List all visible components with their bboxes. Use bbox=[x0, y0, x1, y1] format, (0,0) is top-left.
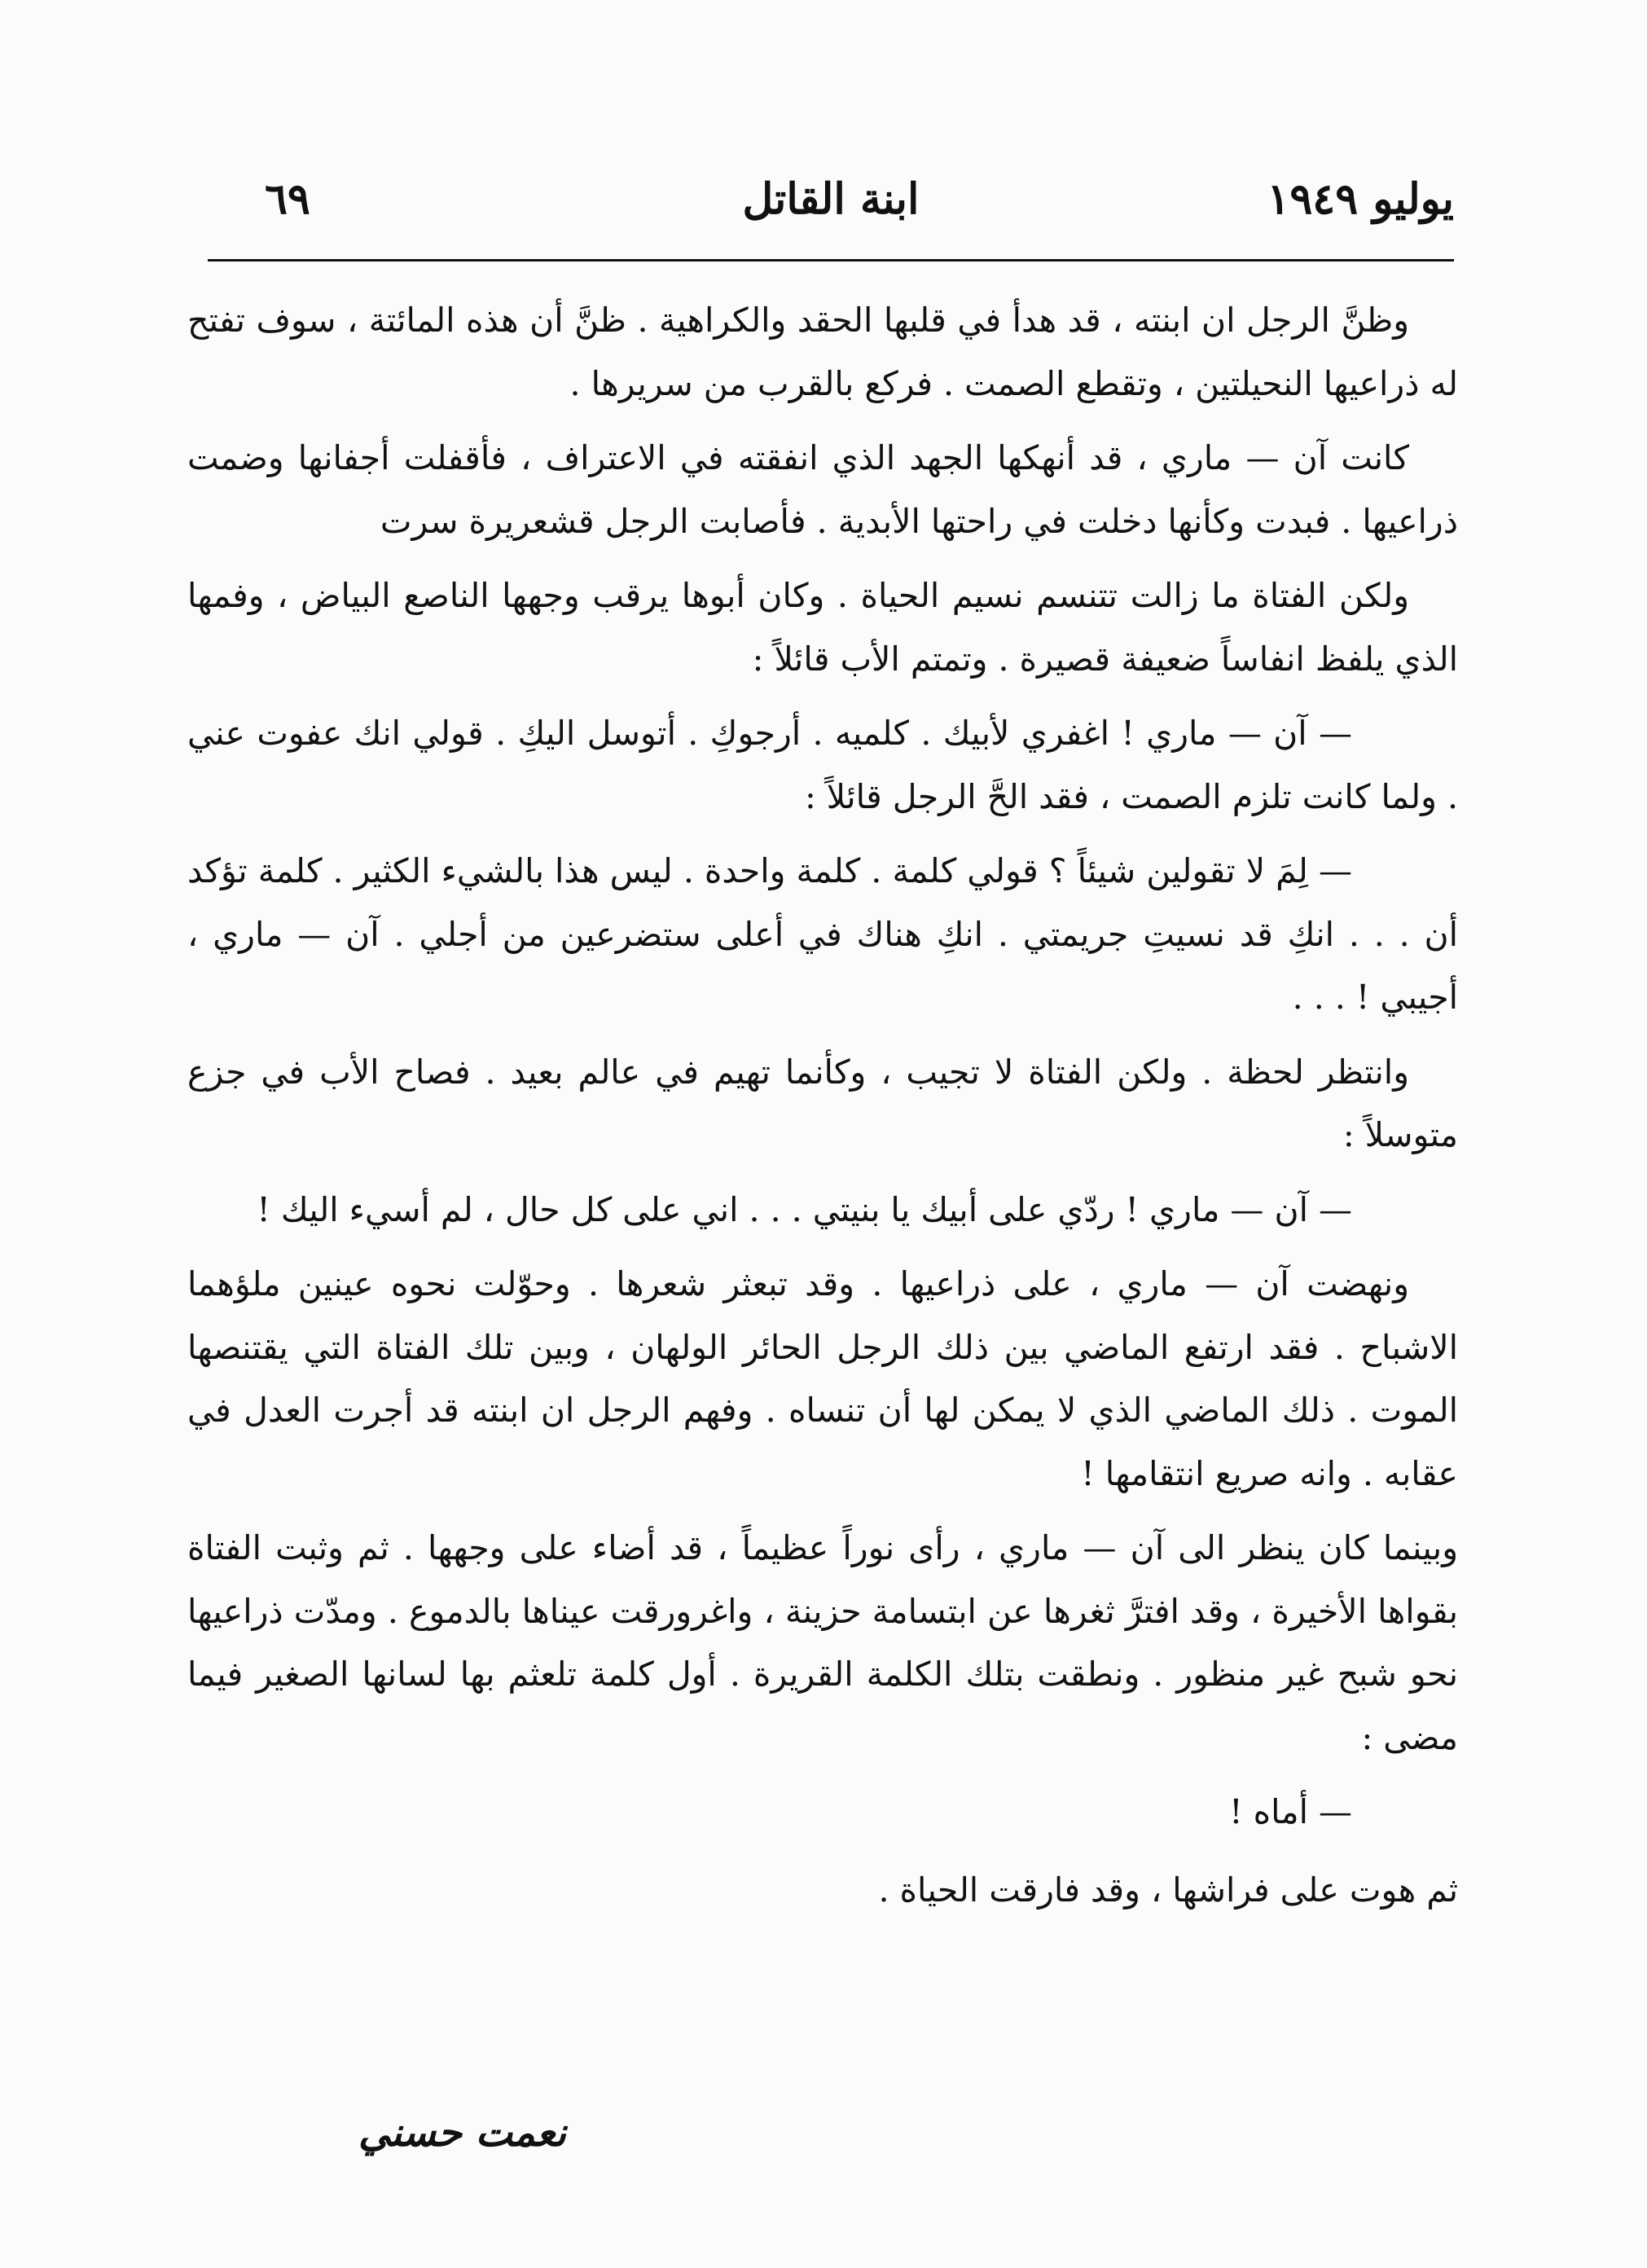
running-header bbox=[208, 167, 1454, 257]
dialogue-paragraph: — آن — ماري ! ردّي على أبيك يا بنيتي . . . اني على كل حال ، لم أسيء اليك ! bbox=[257, 1189, 1352, 1229]
closing-paragraph: ثم هوت على فراشها ، وقد فارقت الحياة . bbox=[878, 1870, 1458, 1910]
article-body bbox=[187, 289, 1458, 1933]
paragraph: كانت آن — ماري ، قد أنهكها الجهد الذي انفقته في الاعتراف ، فأقفلت أجفانها وضمت ذراعيها . فبدت وكأنها دخلت في راحتها الأبدية . فأصابت الرجل قشعريرة سرت bbox=[187, 438, 1458, 541]
header-divider bbox=[208, 259, 1454, 262]
author-signature: نعمت حسني bbox=[358, 2110, 567, 2156]
paragraph: ونهضت آن — ماري ، على ذراعيها . وقد تبعثر شعرها . وحوّلت نحوه عينين ملؤهما الاشباح . فقد ارتفع الماضي بين ذلك الرجل الحائر الولهان ، وبين تلك الفتاة التي يقتنصها الموت . ذلك الماضي الذي لا يمكن لها أن تنساه . وفهم الرجل ان ابنته قد أجرت العدل في عقابه . وانه صريع انتقامها ! bbox=[187, 1264, 1458, 1493]
paragraph: وانتظر لحظة . ولكن الفتاة لا تجيب ، وكأنما تهيم في عالم بعيد . فصاح الأب في جزع متوسلاً : bbox=[187, 1052, 1458, 1154]
paragraph: وبينما كان ينظر الى آن — ماري ، رأى نوراً عظيماً ، قد أضاء على وجهها . ثم وثبت الفتاة بقواها الأخيرة ، وقد افترَّ ثغرها عن ابتسامة حزينة ، واغرورقت عيناها بالدموع . ومدّت ذراعيها نحو شبح غير منظور . ونطقت بتلك الكلمة القريرة . أول كلمة تلعثم بها لسانها الصغير فيما مضى : bbox=[187, 1528, 1458, 1757]
dialogue-paragraph: — أماه ! bbox=[1229, 1792, 1352, 1831]
paragraph: ولكن الفتاة ما زالت تتنسم نسيم الحياة . وكان أبوها يرقب وجهها الناصع البياض ، وفمها الذي يلفظ انفاساً ضعيفة قصيرة . وتمتم الأب قائلاً : bbox=[187, 576, 1458, 679]
article-title: ابنة القاتل bbox=[742, 174, 920, 224]
dialogue-paragraph: — آن — ماري ! اغفري لأبيك . كلميه . أرجوكِ . أتوسل اليكِ . قولي انك عفوت عني . ولما كانت تلزم الصمت ، فقد الحَّ الرجل قائلاً : bbox=[187, 714, 1458, 816]
dialogue-paragraph: — لِمَ لا تقولين شيئاً ؟ قولي كلمة . كلمة واحدة . ليس هذا بالشيء الكثير . كلمة تؤكد أن . . . انكِ قد نسيتِ جريمتي . انكِ هناك في أعلى ستضرعين من أجلي . آن — ماري ، أجيبي ! . . . bbox=[187, 851, 1458, 1017]
paragraph: وظنَّ الرجل ان ابنته ، قد هدأ في قلبها الحقد والكراهية . ظنَّ أن هذه المائتة ، سوف تفتح له ذراعيها النحيلتين ، وتقطع الصمت . فركع بالقرب من سريرها . bbox=[187, 301, 1458, 403]
issue-date: يوليو ١٩٤٩ bbox=[1267, 174, 1454, 224]
page-number: ٦٩ bbox=[265, 174, 310, 224]
